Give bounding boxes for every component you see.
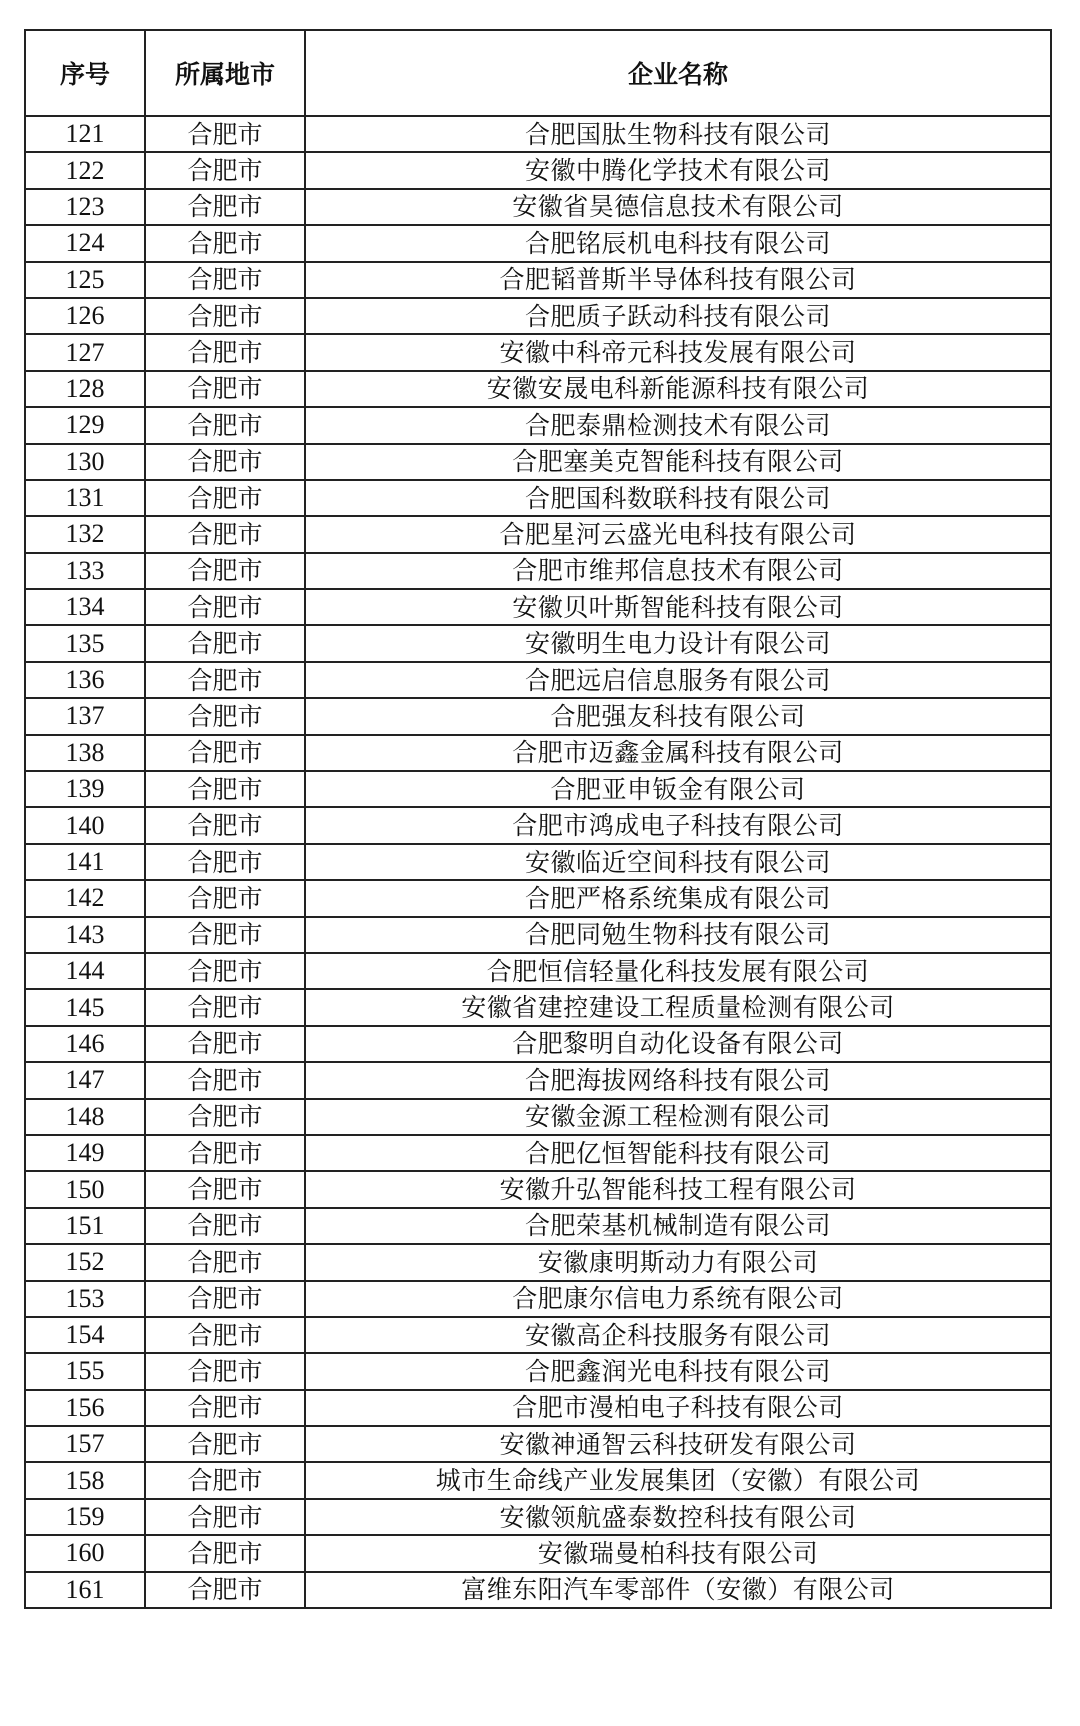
header-company-name: 企业名称 [305, 30, 1051, 116]
city-cell: 合肥市 [145, 189, 305, 225]
company-name-cell: 安徽贝叶斯智能科技有限公司 [305, 589, 1051, 625]
company-name-cell: 合肥康尔信电力系统有限公司 [305, 1281, 1051, 1317]
city-cell: 合肥市 [145, 807, 305, 843]
table-row [25, 225, 1051, 261]
city-cell: 合肥市 [145, 771, 305, 807]
city-cell: 合肥市 [145, 625, 305, 661]
table-row [25, 807, 1051, 843]
table-row [25, 1462, 1051, 1498]
table-row [25, 1426, 1051, 1462]
company-name-cell: 合肥泰鼎检测技术有限公司 [305, 407, 1051, 443]
table-row [25, 334, 1051, 370]
table-row [25, 880, 1051, 916]
serial-number-cell: 145 [25, 989, 145, 1025]
company-name-cell: 安徽省昊德信息技术有限公司 [305, 189, 1051, 225]
table-row [25, 1499, 1051, 1535]
table-row [25, 1099, 1051, 1135]
city-cell: 合肥市 [145, 589, 305, 625]
table-row [25, 298, 1051, 334]
serial-number-cell: 146 [25, 1026, 145, 1062]
city-cell: 合肥市 [145, 1462, 305, 1498]
company-name-cell: 安徽领航盛泰数控科技有限公司 [305, 1499, 1051, 1535]
serial-number-cell: 160 [25, 1535, 145, 1571]
serial-number-cell: 140 [25, 807, 145, 843]
city-cell: 合肥市 [145, 298, 305, 334]
company-name-cell: 合肥荣基机械制造有限公司 [305, 1208, 1051, 1244]
serial-number-cell: 124 [25, 225, 145, 261]
company-name-cell: 合肥强友科技有限公司 [305, 698, 1051, 734]
table-header [25, 30, 1051, 116]
serial-number-cell: 157 [25, 1426, 145, 1462]
company-list-table [24, 29, 1052, 1609]
serial-number-cell: 151 [25, 1208, 145, 1244]
header-city: 所属地市 [145, 30, 305, 116]
serial-number-cell: 155 [25, 1353, 145, 1389]
table-row [25, 1171, 1051, 1207]
serial-number-cell: 141 [25, 844, 145, 880]
company-name-cell: 合肥星河云盛光电科技有限公司 [305, 516, 1051, 552]
city-cell: 合肥市 [145, 953, 305, 989]
table-row [25, 1535, 1051, 1571]
city-cell: 合肥市 [145, 1171, 305, 1207]
serial-number-cell: 125 [25, 262, 145, 298]
city-cell: 合肥市 [145, 444, 305, 480]
serial-number-cell: 133 [25, 553, 145, 589]
city-cell: 合肥市 [145, 116, 305, 152]
serial-number-cell: 154 [25, 1317, 145, 1353]
table-row [25, 480, 1051, 516]
header-serial-number: 序号 [25, 30, 145, 116]
city-cell: 合肥市 [145, 1390, 305, 1426]
company-name-cell: 合肥市维邦信息技术有限公司 [305, 553, 1051, 589]
company-name-cell: 合肥同勉生物科技有限公司 [305, 917, 1051, 953]
table-row [25, 1208, 1051, 1244]
company-name-cell: 安徽明生电力设计有限公司 [305, 625, 1051, 661]
serial-number-cell: 132 [25, 516, 145, 552]
table-row [25, 1135, 1051, 1171]
serial-number-cell: 147 [25, 1062, 145, 1098]
table-body [25, 116, 1051, 1608]
serial-number-cell: 138 [25, 735, 145, 771]
serial-number-cell: 161 [25, 1572, 145, 1608]
city-cell: 合肥市 [145, 1499, 305, 1535]
table-row [25, 735, 1051, 771]
table-row [25, 152, 1051, 188]
serial-number-cell: 144 [25, 953, 145, 989]
company-name-cell: 合肥严格系统集成有限公司 [305, 880, 1051, 916]
company-name-cell: 合肥市鸿成电子科技有限公司 [305, 807, 1051, 843]
company-name-cell: 安徽省建控建设工程质量检测有限公司 [305, 989, 1051, 1025]
city-cell: 合肥市 [145, 553, 305, 589]
city-cell: 合肥市 [145, 1062, 305, 1098]
city-cell: 合肥市 [145, 1244, 305, 1280]
serial-number-cell: 156 [25, 1390, 145, 1426]
company-name-cell: 合肥国科数联科技有限公司 [305, 480, 1051, 516]
city-cell: 合肥市 [145, 1317, 305, 1353]
table-row [25, 1317, 1051, 1353]
table-row [25, 553, 1051, 589]
serial-number-cell: 128 [25, 371, 145, 407]
table-row [25, 625, 1051, 661]
city-cell: 合肥市 [145, 1281, 305, 1317]
city-cell: 合肥市 [145, 152, 305, 188]
serial-number-cell: 150 [25, 1171, 145, 1207]
table-row [25, 407, 1051, 443]
company-name-cell: 合肥海拔网络科技有限公司 [305, 1062, 1051, 1098]
table-row [25, 1026, 1051, 1062]
serial-number-cell: 152 [25, 1244, 145, 1280]
city-cell: 合肥市 [145, 407, 305, 443]
header-row [25, 30, 1051, 116]
city-cell: 合肥市 [145, 1426, 305, 1462]
company-name-cell: 安徽临近空间科技有限公司 [305, 844, 1051, 880]
city-cell: 合肥市 [145, 917, 305, 953]
company-name-cell: 合肥亿恒智能科技有限公司 [305, 1135, 1051, 1171]
city-cell: 合肥市 [145, 1208, 305, 1244]
serial-number-cell: 153 [25, 1281, 145, 1317]
serial-number-cell: 121 [25, 116, 145, 152]
table-row [25, 116, 1051, 152]
serial-number-cell: 137 [25, 698, 145, 734]
city-cell: 合肥市 [145, 480, 305, 516]
city-cell: 合肥市 [145, 1572, 305, 1608]
company-name-cell: 合肥铭辰机电科技有限公司 [305, 225, 1051, 261]
serial-number-cell: 149 [25, 1135, 145, 1171]
company-name-cell: 合肥亚申钣金有限公司 [305, 771, 1051, 807]
table-row [25, 262, 1051, 298]
table-row [25, 917, 1051, 953]
company-name-cell: 合肥质子跃动科技有限公司 [305, 298, 1051, 334]
city-cell: 合肥市 [145, 371, 305, 407]
serial-number-cell: 135 [25, 625, 145, 661]
serial-number-cell: 123 [25, 189, 145, 225]
serial-number-cell: 129 [25, 407, 145, 443]
city-cell: 合肥市 [145, 880, 305, 916]
city-cell: 合肥市 [145, 1099, 305, 1135]
company-name-cell: 安徽瑞曼柏科技有限公司 [305, 1535, 1051, 1571]
city-cell: 合肥市 [145, 1353, 305, 1389]
serial-number-cell: 127 [25, 334, 145, 370]
table-row [25, 771, 1051, 807]
city-cell: 合肥市 [145, 698, 305, 734]
city-cell: 合肥市 [145, 1535, 305, 1571]
serial-number-cell: 122 [25, 152, 145, 188]
company-name-cell: 安徽神通智云科技研发有限公司 [305, 1426, 1051, 1462]
company-name-cell: 安徽高企科技服务有限公司 [305, 1317, 1051, 1353]
serial-number-cell: 142 [25, 880, 145, 916]
company-name-cell: 富维东阳汽车零部件（安徽）有限公司 [305, 1572, 1051, 1608]
serial-number-cell: 130 [25, 444, 145, 480]
table-row [25, 1572, 1051, 1608]
city-cell: 合肥市 [145, 225, 305, 261]
table-row [25, 371, 1051, 407]
city-cell: 合肥市 [145, 844, 305, 880]
serial-number-cell: 139 [25, 771, 145, 807]
company-name-cell: 安徽中科帝元科技发展有限公司 [305, 334, 1051, 370]
table-row [25, 1062, 1051, 1098]
company-name-cell: 合肥远启信息服务有限公司 [305, 662, 1051, 698]
city-cell: 合肥市 [145, 989, 305, 1025]
city-cell: 合肥市 [145, 735, 305, 771]
table-row [25, 444, 1051, 480]
company-name-cell: 合肥黎明自动化设备有限公司 [305, 1026, 1051, 1062]
company-name-cell: 安徽安晟电科新能源科技有限公司 [305, 371, 1051, 407]
company-name-cell: 合肥韬普斯半导体科技有限公司 [305, 262, 1051, 298]
table-row [25, 1244, 1051, 1280]
company-name-cell: 安徽升弘智能科技工程有限公司 [305, 1171, 1051, 1207]
table-row [25, 1353, 1051, 1389]
company-name-cell: 合肥市漫柏电子科技有限公司 [305, 1390, 1051, 1426]
city-cell: 合肥市 [145, 662, 305, 698]
table-row [25, 989, 1051, 1025]
serial-number-cell: 143 [25, 917, 145, 953]
table-row [25, 662, 1051, 698]
company-name-cell: 合肥恒信轻量化科技发展有限公司 [305, 953, 1051, 989]
city-cell: 合肥市 [145, 262, 305, 298]
city-cell: 合肥市 [145, 516, 305, 552]
serial-number-cell: 159 [25, 1499, 145, 1535]
city-cell: 合肥市 [145, 1026, 305, 1062]
company-name-cell: 合肥塞美克智能科技有限公司 [305, 444, 1051, 480]
table-row [25, 953, 1051, 989]
serial-number-cell: 158 [25, 1462, 145, 1498]
serial-number-cell: 126 [25, 298, 145, 334]
table-row [25, 1281, 1051, 1317]
city-cell: 合肥市 [145, 1135, 305, 1171]
table-row [25, 698, 1051, 734]
company-name-cell: 安徽中腾化学技术有限公司 [305, 152, 1051, 188]
serial-number-cell: 131 [25, 480, 145, 516]
serial-number-cell: 148 [25, 1099, 145, 1135]
table-row [25, 189, 1051, 225]
company-name-cell: 安徽康明斯动力有限公司 [305, 1244, 1051, 1280]
company-name-cell: 合肥鑫润光电科技有限公司 [305, 1353, 1051, 1389]
company-name-cell: 城市生命线产业发展集团（安徽）有限公司 [305, 1462, 1051, 1498]
city-cell: 合肥市 [145, 334, 305, 370]
company-name-cell: 合肥国肽生物科技有限公司 [305, 116, 1051, 152]
table-row [25, 1390, 1051, 1426]
company-name-cell: 合肥市迈鑫金属科技有限公司 [305, 735, 1051, 771]
table-row [25, 844, 1051, 880]
serial-number-cell: 134 [25, 589, 145, 625]
serial-number-cell: 136 [25, 662, 145, 698]
company-name-cell: 安徽金源工程检测有限公司 [305, 1099, 1051, 1135]
table-row [25, 516, 1051, 552]
table-row [25, 589, 1051, 625]
